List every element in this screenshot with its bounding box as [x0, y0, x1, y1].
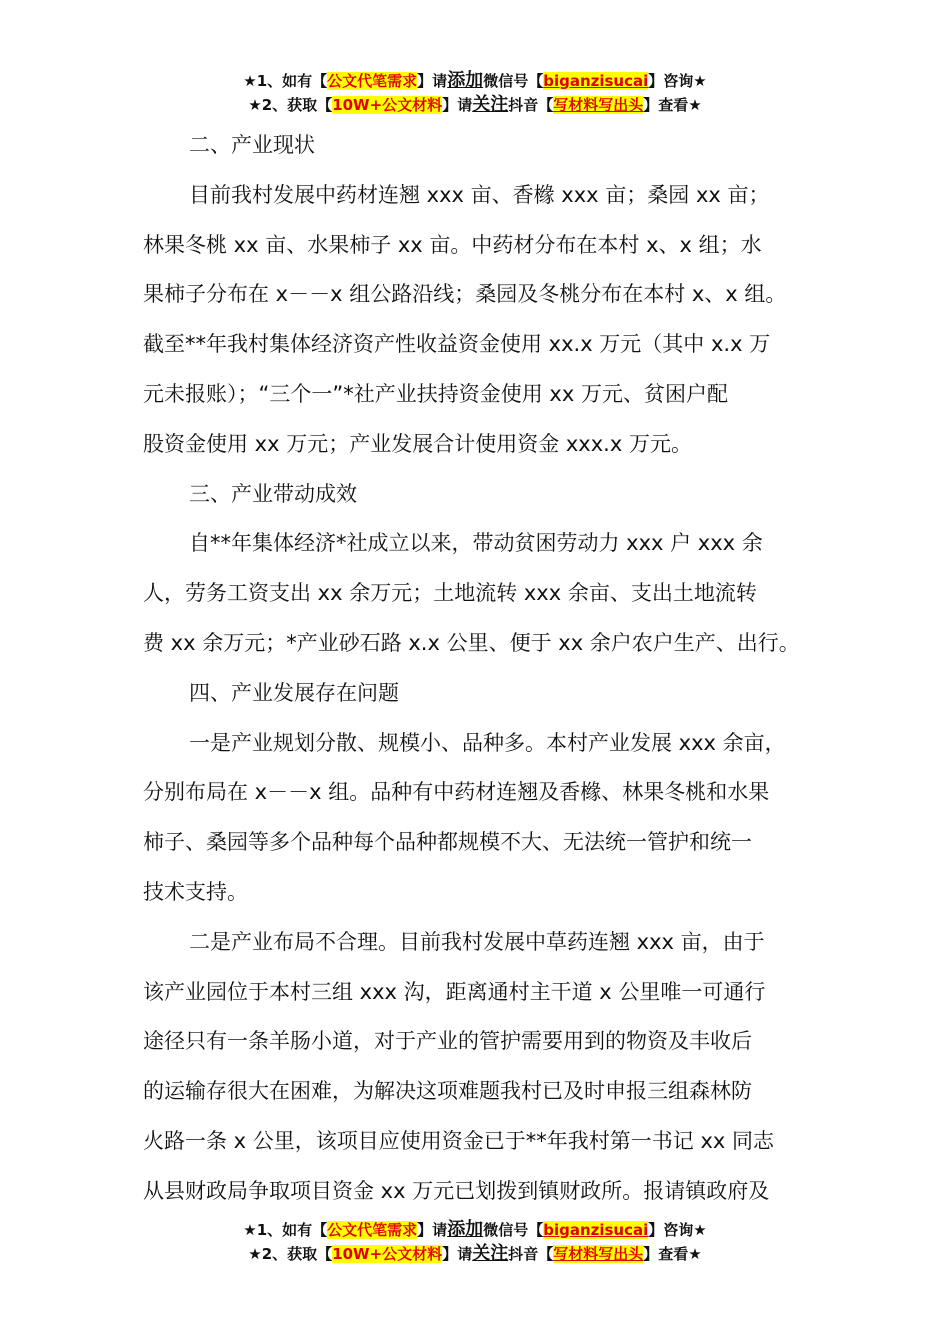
banner-wechat-id: biganzisucai: [543, 72, 649, 90]
text-line: 从县财政局争取项目资金 xx 万元已划拨到镇财政所。报请镇政府及: [143, 1178, 770, 1203]
banner-douyin-id: 写材料写出头: [553, 1245, 644, 1263]
banner-highlight: 10W+公文材料: [332, 1245, 443, 1263]
banner-text: ★2、获取【: [248, 1245, 333, 1263]
banner-text: 】请: [417, 1221, 448, 1239]
text-line: 四、产业发展存在问题: [189, 680, 399, 705]
banner-line-2: [0, 93, 950, 117]
banner-text: 抖音【: [508, 1245, 554, 1263]
banner-text: 微信号【: [483, 72, 544, 90]
text-line: 该产业园位于本村三组 xxx 沟，距离通村主干道 x 公里唯一可通行: [143, 979, 766, 1004]
text-line: 柿子、桑园等多个品种每个品种都规模不大、无法统一管护和统一: [143, 830, 752, 855]
banner-text: 抖音【: [508, 96, 554, 114]
text-line: 分别布局在 x－－x 组。品种有中药材连翘及香橼、林果冬桃和水果: [143, 780, 770, 805]
banner-text: 】请: [417, 72, 448, 90]
text-line: 的运输存很大在困难，为解决这项难题我村已及时申报三组森林防: [143, 1079, 752, 1104]
footer-banner: [0, 1218, 950, 1266]
banner-line-1: [0, 69, 950, 93]
banner-emphasis: 关注: [472, 1243, 509, 1264]
text-line: 元未报账）；“三个一”*社产业扶持资金使用 xx 万元、贫困户配: [143, 381, 728, 406]
text-line: 二是产业布局不合理。目前我村发展中草药连翘 xxx 亩，由于: [189, 929, 765, 954]
text-line: 三、产业带动成效: [189, 481, 357, 506]
banner-emphasis: 添加: [447, 1219, 484, 1240]
document-body: [143, 126, 843, 1222]
text-line: 林果冬桃 xx 亩、水果柿子 xx 亩。中药材分布在本村 x、x 组；水: [143, 232, 762, 257]
banner-douyin-id: 写材料写出头: [553, 96, 644, 114]
banner-emphasis: 关注: [472, 94, 509, 115]
text-line: 途径只有一条羊肠小道，对于产业的管护需要用到的物资及丰收后: [143, 1029, 752, 1054]
text-line: 费 xx 余万元；*产业砂石路 x.x 公里、便于 xx 余户农户生产、出行。: [143, 630, 800, 655]
banner-text: 】请: [442, 96, 473, 114]
text-line: 技术支持。: [143, 879, 248, 904]
banner-text: 】请: [442, 1245, 473, 1263]
banner-highlight: 公文代笔需求: [327, 1221, 418, 1239]
text-line: 火路一条 x 公里，该项目应使用资金已于**年我村第一书记 xx 同志: [143, 1128, 774, 1153]
banner-line-2: [0, 1242, 950, 1266]
text-line: 自**年集体经济*社成立以来，带动贫困劳动力 xxx 户 xxx 余: [189, 531, 763, 556]
banner-highlight: 10W+公文材料: [332, 96, 443, 114]
banner-wechat-id: biganzisucai: [543, 1221, 649, 1239]
text-line: 果柿子分布在 x－－x 组公路沿线；桑园及冬桃分布在本村 x、x 组。: [143, 282, 787, 307]
banner-text: ★2、获取【: [248, 96, 333, 114]
banner-line-1: [0, 1218, 950, 1242]
text-line: 截至**年我村集体经济资产性收益资金使用 xx.x 万元（其中 x.x 万: [143, 332, 771, 357]
text-line: 一是产业规划分散、规模小、品种多。本村产业发展 xxx 余亩，: [189, 730, 786, 755]
banner-text: ★1、如有【: [243, 1221, 328, 1239]
text-line: 目前我村发展中药材连翘 xxx 亩、香橼 xxx 亩；桑园 xx 亩；: [189, 182, 770, 207]
text-line: 股资金使用 xx 万元；产业发展合计使用资金 xxx.x 万元。: [143, 431, 692, 456]
banner-text: 】咨询★: [648, 1221, 707, 1239]
banner-emphasis: 添加: [447, 70, 484, 91]
banner-text: 微信号【: [483, 1221, 544, 1239]
banner-highlight: 公文代笔需求: [327, 72, 418, 90]
text-line: 人，劳务工资支出 xx 余万元；土地流转 xxx 余亩、支出土地流转: [143, 581, 757, 606]
banner-text: 】咨询★: [648, 72, 707, 90]
banner-text: 】查看★: [643, 1245, 702, 1263]
header-banner: [0, 69, 950, 117]
banner-text: 】查看★: [643, 96, 702, 114]
banner-text: ★1、如有【: [243, 72, 328, 90]
text-line: 二、产业现状: [189, 133, 315, 157]
